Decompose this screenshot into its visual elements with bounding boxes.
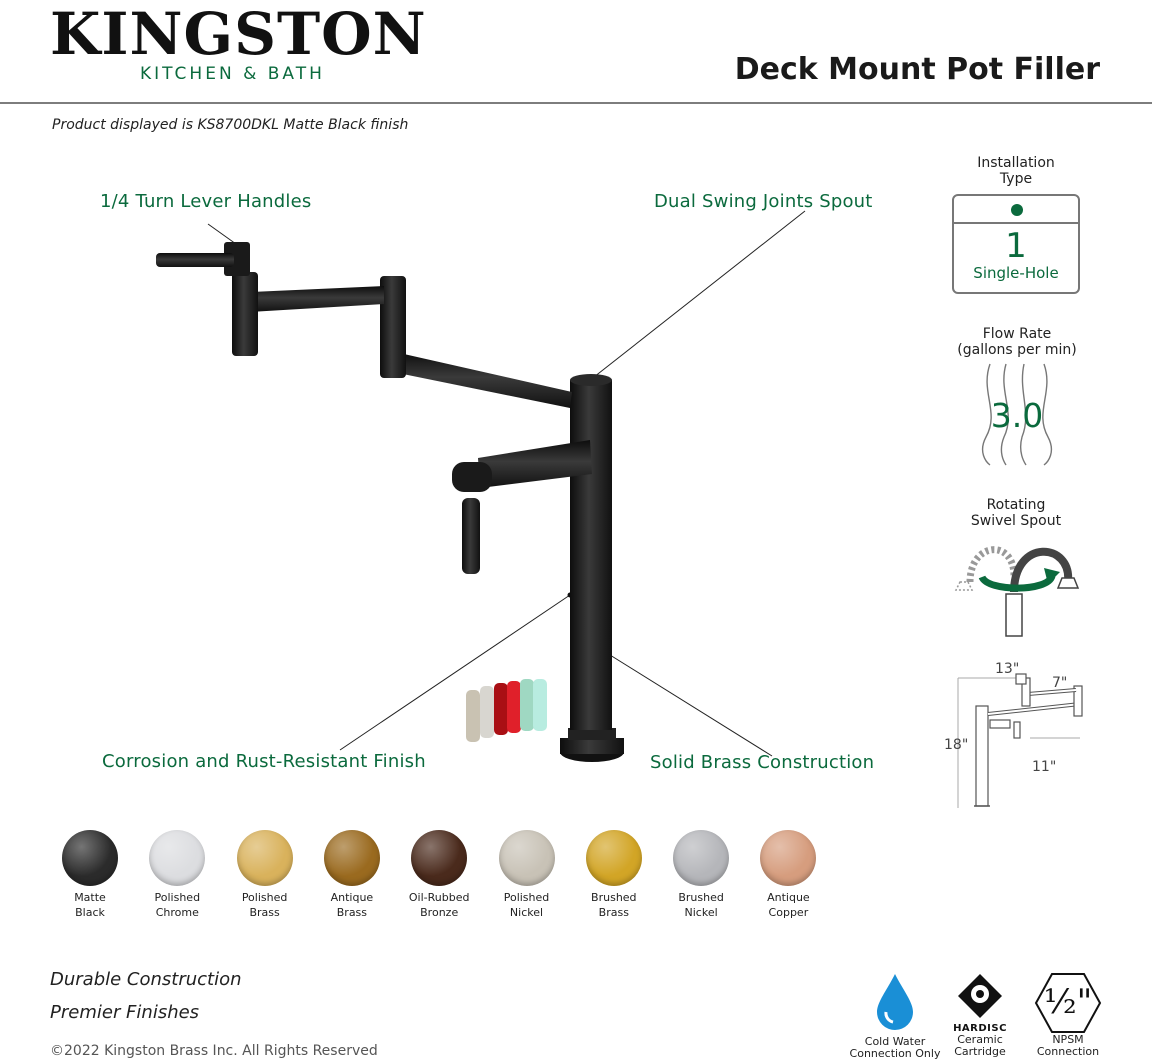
finish-swatch xyxy=(220,830,310,920)
npsm-caption: NPSM Connection xyxy=(1036,1033,1100,1058)
finish-swatch-name: Antique Copper xyxy=(767,891,810,919)
finish-swatch-circle xyxy=(499,830,555,886)
finish-swatch-circle xyxy=(411,830,467,886)
hole-dot-icon xyxy=(1011,204,1023,216)
flow-rate-value: 3.0 xyxy=(990,396,1044,435)
npsm-badge xyxy=(1018,972,1118,1058)
finish-swatch xyxy=(656,830,746,920)
dimension-clearance: 11" xyxy=(1032,759,1057,775)
finish-swatch xyxy=(45,830,135,920)
install-hole-count: 1 xyxy=(1005,226,1027,266)
finish-swatch xyxy=(743,830,833,920)
copyright-notice: ©2022 Kingston Brass Inc. All Rights Reserved xyxy=(50,1043,378,1059)
finish-swatch-circle xyxy=(62,830,118,886)
finish-swatch-name: Antique Brass xyxy=(330,891,374,919)
dimension-width: 13" xyxy=(995,661,1020,677)
npsm-size: ½" xyxy=(1043,982,1093,1022)
finish-swatch-name: Matte Black xyxy=(74,891,106,919)
feature-finishes: Premier Finishes xyxy=(50,1002,200,1023)
callout-lever-handles: 1/4 Turn Lever Handles xyxy=(100,191,312,212)
brand-name: KINGSTON xyxy=(50,0,427,68)
finish-swatch xyxy=(569,830,659,920)
install-type-label: Installation Type xyxy=(977,155,1055,187)
sink-rim-line xyxy=(954,222,1078,224)
install-type-value: Single-Hole xyxy=(973,264,1059,282)
hardisc-wordmark: HARDISC xyxy=(953,1023,1007,1034)
product-note: Product displayed is KS8700DKL Matte Black finish xyxy=(52,117,409,133)
finish-swatch-name: Brushed Brass xyxy=(591,891,637,919)
flow-rate-label: Flow Rate (gallons per min) xyxy=(957,326,1077,358)
finish-swatch xyxy=(307,830,397,920)
finish-swatch-name: Polished Chrome xyxy=(154,891,201,919)
finish-swatch xyxy=(482,830,572,920)
finish-swatch-name: Oil-Rubbed Bronze xyxy=(408,891,470,919)
finish-swatch-name: Brushed Nickel xyxy=(678,891,724,919)
finish-swatch-circle xyxy=(237,830,293,886)
hardisc-diamond-icon xyxy=(954,972,1006,1020)
dimensions-diagram xyxy=(940,658,1090,813)
finish-swatch-circle xyxy=(149,830,205,886)
dimension-spout-drop: 7" xyxy=(1052,675,1068,691)
finish-swatch xyxy=(132,830,222,920)
feature-durable: Durable Construction xyxy=(50,969,242,990)
finish-swatch-name: Polished Brass xyxy=(241,891,288,919)
finish-swatch-circle xyxy=(324,830,380,886)
callout-swing-spout: Dual Swing Joints Spout xyxy=(654,191,873,212)
finish-swatch-circle xyxy=(673,830,729,886)
dimension-height: 18" xyxy=(944,737,969,753)
cold-water-caption: Cold Water Connection Only xyxy=(849,1035,941,1060)
finish-swatch xyxy=(394,830,484,920)
npsm-hexagon-icon xyxy=(1034,972,1102,1034)
callout-finish: Corrosion and Rust-Resistant Finish xyxy=(102,751,426,772)
brand-subtitle: KITCHEN & BATH xyxy=(140,64,325,84)
callout-brass: Solid Brass Construction xyxy=(650,752,875,773)
water-drop-icon xyxy=(873,972,917,1032)
page-title: Deck Mount Pot Filler xyxy=(734,52,1100,87)
hardisc-caption: Ceramic Cartridge xyxy=(954,1033,1006,1058)
finish-swatch-circle xyxy=(760,830,816,886)
hardisc-badge xyxy=(930,972,1030,1058)
swivel-spout-label: Rotating Swivel Spout xyxy=(970,497,1062,529)
swivel-spout-icon xyxy=(948,532,1083,640)
finish-swatch-name: Polished Nickel xyxy=(503,891,550,919)
install-type-box xyxy=(952,194,1080,294)
finish-swatch-circle xyxy=(586,830,642,886)
